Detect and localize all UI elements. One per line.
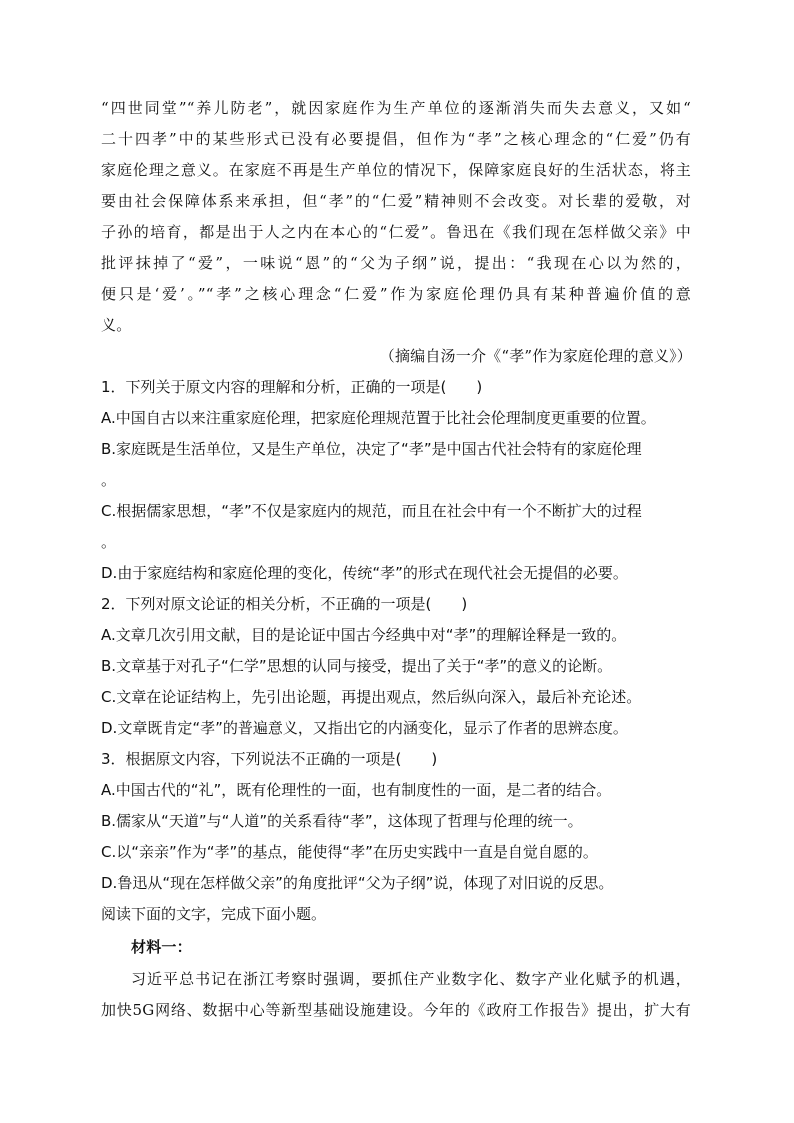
option-c: C.以“亲亲”作为“孝”的基点，能使得“孝”在历史实践中一直是自觉自愿的。 xyxy=(101,843,598,861)
option-a: A.文章几次引用文献，目的是论证中国古今经典中对“孝”的理解诠释是一致的。 xyxy=(101,626,627,644)
question-stem: 2．下列对原文论证的相关分析，不正确的一项是( ) xyxy=(101,595,468,613)
passage-line: “四世同堂”“养儿防老”，就因家庭作为生产单位的逐渐消失而失去意义，又如“ xyxy=(101,99,691,117)
material-heading: 材料一： xyxy=(131,938,192,956)
question-stem: 1．下列关于原文内容的理解和分析，正确的一项是( ) xyxy=(101,378,483,396)
option-a: A.中国自古以来注重家庭伦理，把家庭伦理规范置于比社会伦理制度更重要的位置。 xyxy=(101,409,656,427)
option-d: D.由于家庭结构和家庭伦理的变化，传统“孝”的形式在现代社会无提倡的必要。 xyxy=(101,564,628,582)
option-b: B.文章基于对孔子“仁学”思想的认同与接受，提出了关于“孝”的意义的论断。 xyxy=(101,657,613,675)
option-c-continued: 。 xyxy=(101,533,117,551)
option-c: C.根据儒家思想，“孝”不仅是家庭内的规范，而且在社会中有一个不断扩大的过程 xyxy=(101,502,642,520)
passage-line: 二十四孝”中的某些形式已没有必要提倡，但作为“孝”之核心理念的“仁爱”仍有 xyxy=(101,130,691,148)
reading-instruction: 阅读下面的文字，完成下面小题。 xyxy=(101,905,327,923)
passage-line: 便只是‘爱’。”“孝”之核心理念“仁爱”作为家庭伦理仍具有某种普遍价值的意 xyxy=(101,285,691,303)
option-d: D.鲁迅从“现在怎样做父亲”的角度批评“父为子纲”说，体现了对旧说的反思。 xyxy=(101,874,614,892)
material-line: 加快5G网络、数据中心等新型基础设施建设。今年的《政府工作报告》提出，扩大有 xyxy=(101,1001,691,1019)
material-line: 习近平总书记在浙江考察时强调，要抓住产业数字化、数字产业化赋予的机遇， xyxy=(131,970,691,988)
option-a: A.中国古代的“礼”，既有伦理性的一面，也有制度性的一面，是二者的结合。 xyxy=(101,781,612,799)
question-stem: 3．根据原文内容，下列说法不正确的一项是( ) xyxy=(101,750,438,768)
passage-line: 要由社会保障体系来承担，但“孝”的“仁爱”精神则不会改变。对长辈的爱敬，对 xyxy=(101,192,691,210)
passage-line: 家庭伦理之意义。在家庭不再是生产单位的情况下，保障家庭良好的生活状态，将主 xyxy=(101,161,691,179)
option-b-continued: 。 xyxy=(101,471,117,489)
option-b: B.家庭既是生活单位，又是生产单位，决定了“孝”是中国古代社会特有的家庭伦理 xyxy=(101,440,642,458)
passage-line: 子孙的培育，都是出于人之内在本心的“仁爱”。鲁迅在《我们现在怎样做父亲》中 xyxy=(101,223,691,241)
option-b: B.儒家从“天道”与“人道”的关系看待“孝”，这体现了哲理与伦理的统一。 xyxy=(101,812,583,830)
passage-line: 义。 xyxy=(101,316,132,334)
passage-line: 批评抹掉了“爱”，一味说“恩”的“父为子纲”说，提出：“我现在心以为然的， xyxy=(101,254,691,272)
option-d: D.文章既肯定“孝”的普遍意义，又指出它的内涵变化，显示了作者的思辨态度。 xyxy=(101,719,628,737)
passage-source: （摘编自汤一介《“孝”作为家庭伦理的意义》） xyxy=(379,347,692,365)
option-c: C.文章在论证结构上，先引出论题，再提出观点，然后纵向深入，最后补充论述。 xyxy=(101,688,642,706)
